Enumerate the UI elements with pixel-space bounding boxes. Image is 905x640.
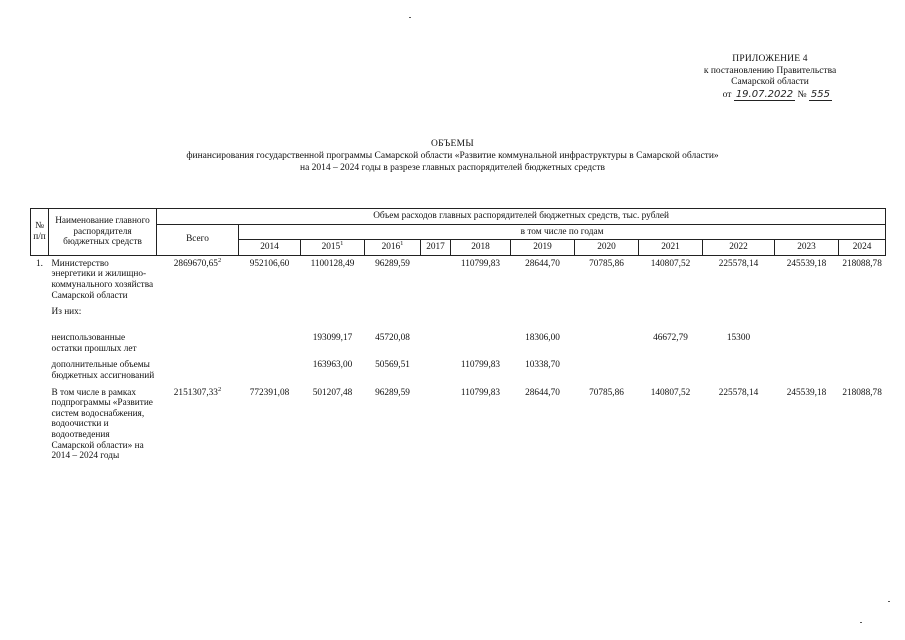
- year-value-cell: 70785,86: [589, 258, 624, 269]
- year-label: 2019: [533, 242, 552, 253]
- header-year: [703, 240, 775, 256]
- year-value-cell: 45720,08: [375, 333, 410, 344]
- year-value-cell: 110799,83: [460, 360, 501, 371]
- year-value-cell: 70785,86: [589, 387, 624, 398]
- year-value-cell: 46672,79: [653, 333, 688, 344]
- row-name: дополнительные объемы бюджетных ассигнований: [51, 360, 155, 381]
- year-label: 2018: [471, 242, 490, 253]
- year-value-cell: [451, 304, 511, 330]
- year-value-cell: [639, 357, 703, 384]
- scan-speck: [888, 601, 890, 602]
- header-year: [365, 240, 421, 256]
- row-name: Министерство энергетики и жилищно-коммунального хозяйства Самарской области: [51, 258, 154, 301]
- header-year: [239, 240, 301, 256]
- year-value-cell: [239, 330, 301, 357]
- year-value-cell: 225578,14: [718, 387, 759, 398]
- year-value-cell: [239, 304, 301, 330]
- row-name: неиспользованные остатки прошлых лет: [51, 333, 137, 354]
- row-number: [31, 304, 49, 330]
- year-value-cell: 110799,83: [460, 387, 501, 398]
- year-value-cell: [365, 304, 421, 330]
- document-heading: [0, 138, 905, 174]
- year-footnote-mark: 1: [340, 240, 344, 248]
- total-value: 2151307,33: [173, 387, 218, 398]
- scan-speck: [860, 622, 862, 623]
- year-value-cell: 96289,59: [375, 387, 410, 398]
- header-year: [839, 240, 886, 256]
- year-value-cell: [451, 330, 511, 357]
- header-year: [639, 240, 703, 256]
- year-value-cell: [575, 330, 639, 357]
- year-value-cell: [839, 304, 886, 330]
- year-value-cell: [639, 304, 703, 330]
- table-row: [31, 330, 886, 357]
- appendix-date-line: [650, 89, 890, 102]
- year-label: 2015: [321, 242, 341, 253]
- year-value-cell: 218088,78: [842, 258, 882, 269]
- year-label: 2016: [381, 242, 401, 253]
- year-value-cell: 193099,17: [312, 333, 353, 344]
- year-value-cell: 15300: [726, 333, 751, 344]
- table-row: [31, 304, 886, 330]
- table-row: [31, 255, 886, 304]
- year-value-cell: [421, 357, 451, 384]
- year-value-cell: 28644,70: [525, 258, 560, 269]
- decree-number: 555: [810, 88, 830, 100]
- row-total: [157, 330, 239, 357]
- header-number: № п/п: [31, 209, 49, 256]
- year-value-cell: 952106,60: [249, 258, 290, 269]
- row-total: [157, 385, 239, 465]
- year-value-cell: 772391,08: [249, 387, 290, 398]
- row-total: [157, 255, 239, 304]
- year-value-cell: [703, 357, 775, 384]
- year-label: 2014: [260, 242, 279, 253]
- year-value-cell: 140807,52: [650, 258, 691, 269]
- year-value-cell: [511, 304, 575, 330]
- year-value-cell: 18306,00: [525, 333, 560, 344]
- year-label: 2022: [729, 242, 748, 253]
- row-number: 1.: [36, 258, 43, 269]
- year-value-cell: [421, 304, 451, 330]
- header-year: [451, 240, 511, 256]
- date-prefix: от: [722, 89, 732, 100]
- header-year: [775, 240, 839, 256]
- header-year: [511, 240, 575, 256]
- table-row: [31, 357, 886, 384]
- decree-date: 19.07.2022: [735, 88, 794, 100]
- row-total: [157, 304, 239, 330]
- year-value-cell: 140807,52: [650, 387, 691, 398]
- year-value-cell: [703, 304, 775, 330]
- heading-period: на 2014 – 2024 годы в разрезе главных распорядителей бюджетных средств: [300, 163, 605, 173]
- year-value-cell: 1100128,49: [310, 258, 355, 269]
- financing-table: [30, 208, 886, 465]
- year-value-cell: 218088,78: [842, 387, 882, 398]
- header-year: [301, 240, 365, 256]
- header-year: [421, 240, 451, 256]
- year-value-cell: 225578,14: [718, 258, 759, 269]
- year-value-cell: 50569,51: [375, 360, 410, 371]
- year-value-cell: [775, 304, 839, 330]
- year-value-cell: 10338,70: [525, 360, 560, 371]
- row-name: Из них:: [51, 307, 82, 318]
- header-total: Всего: [157, 224, 239, 255]
- appendix-line-decree: к постановлению Правительства: [703, 65, 837, 76]
- year-value-cell: 245539,18: [786, 387, 827, 398]
- row-name: В том числе в рамках подпрограммы «Развитие систем водоснабжения, водоочистки и водоотведения Самарской области» на 2014 – 2024 годы: [51, 387, 153, 462]
- year-value-cell: [575, 357, 639, 384]
- year-value-cell: 96289,59: [375, 258, 410, 269]
- table-row: [31, 385, 886, 465]
- header-volume: Объем расходов главных распорядителей бюджетных средств, тыс. рублей: [157, 209, 886, 225]
- year-value-cell: [421, 255, 451, 304]
- year-value-cell: [775, 330, 839, 357]
- header-year: [575, 240, 639, 256]
- year-value-cell: [421, 330, 451, 357]
- header-name: Наименование главного распорядителя бюджетных средств: [49, 209, 157, 256]
- row-number: [31, 357, 49, 384]
- row-total: [157, 357, 239, 384]
- scan-speck: [409, 17, 411, 18]
- year-value-cell: [839, 330, 886, 357]
- year-value-cell: [775, 357, 839, 384]
- year-label: 2017: [426, 242, 445, 253]
- year-value-cell: 28644,70: [525, 387, 560, 398]
- year-label: 2020: [597, 242, 616, 253]
- total-value: 2869670,65: [173, 258, 218, 269]
- number-prefix: №: [797, 89, 807, 100]
- heading-title: ОБЪЕМЫ: [431, 139, 474, 149]
- row-number: [31, 385, 49, 465]
- year-value-cell: [239, 357, 301, 384]
- year-footnote-mark: 1: [400, 240, 404, 248]
- year-value-cell: 110799,83: [460, 258, 501, 269]
- header-by-years: в том числе по годам: [239, 224, 886, 240]
- heading-subtitle: финансирования государственной программы Самарской области «Развитие коммунальной инфраструктуры в Самарской области»: [186, 151, 719, 161]
- appendix-block: [650, 54, 890, 101]
- total-footnote-mark: 2: [217, 385, 222, 393]
- year-value-cell: 501207,48: [312, 387, 353, 398]
- year-label: 2023: [797, 242, 816, 253]
- year-value-cell: [839, 357, 886, 384]
- year-label: 2021: [661, 242, 680, 253]
- year-value-cell: [575, 304, 639, 330]
- year-value-cell: 163963,00: [312, 360, 353, 371]
- appendix-line-region: Самарской области: [731, 77, 809, 87]
- year-label: 2024: [852, 242, 872, 253]
- total-footnote-mark: 2: [217, 256, 222, 264]
- year-value-cell: [301, 304, 365, 330]
- year-value-cell: [421, 385, 451, 465]
- appendix-title: ПРИЛОЖЕНИЕ 4: [732, 54, 808, 64]
- year-value-cell: 245539,18: [786, 258, 827, 269]
- row-number: [31, 330, 49, 357]
